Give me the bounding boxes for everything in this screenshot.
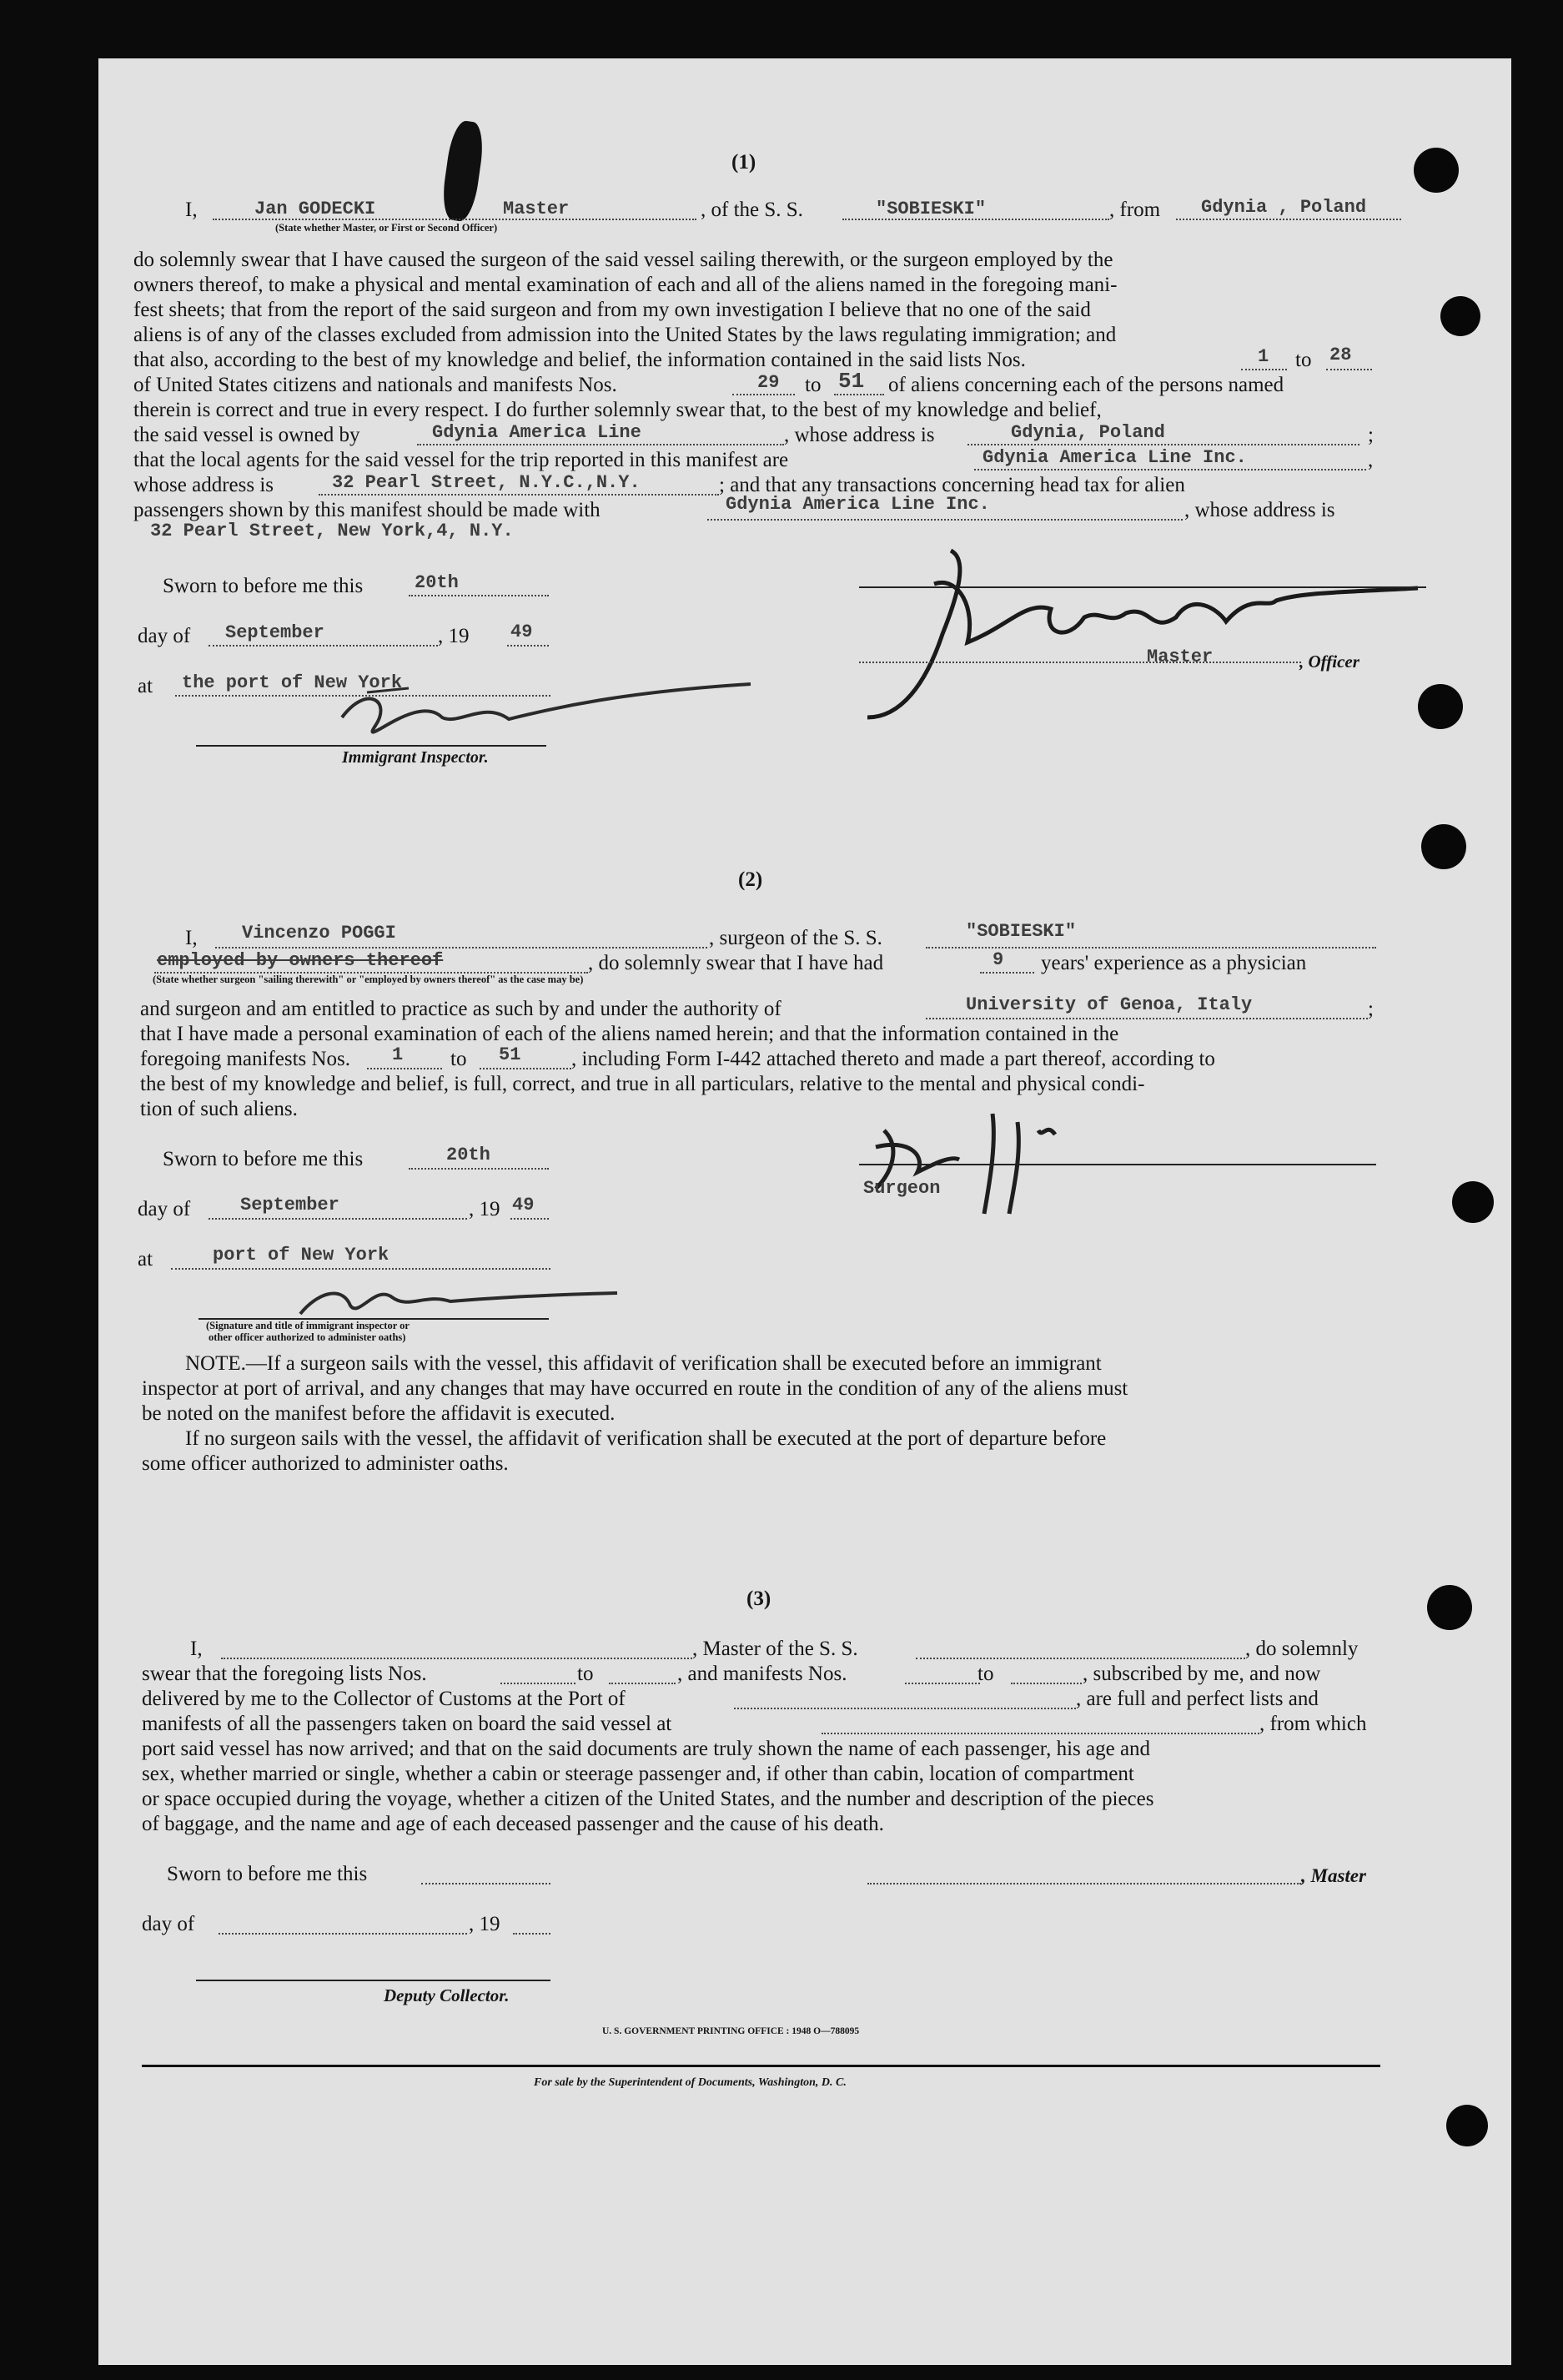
agents-address-field: 32 Pearl Street, N.Y.C.,N.Y.	[332, 472, 641, 493]
s1-month: September	[225, 622, 324, 643]
s1-line-3: fest sheets; that from the report of the said surgeon and from my own investigation I believe that no one of the said	[133, 299, 1091, 321]
s1-line-10b: ; and that any transactions concerning head tax for alien	[719, 474, 1185, 496]
s2-month: September	[240, 1195, 339, 1215]
s3-line-3a: delivered by me to the Collector of Customs at the Port of	[142, 1688, 626, 1710]
s3-line-4a: manifests of all the passengers taken on board the said vessel at	[142, 1713, 672, 1735]
sale-notice: For sale by the Superintendent of Documents, Washington, D. C.	[534, 2076, 847, 2089]
s2-line-1c: years' experience as a physician	[1041, 952, 1307, 974]
owner-address-field: Gdynia, Poland	[1011, 422, 1165, 443]
master-name-field: Jan GODECKI	[254, 199, 376, 219]
s1-line-11b: , whose address is	[1184, 499, 1335, 521]
immigrant-inspector-label: Immigrant Inspector.	[342, 748, 489, 767]
s2-line-4b: , including Form I-442 attached thereto and made a part thereof, according to	[571, 1048, 1215, 1070]
section-2-number: (2)	[738, 868, 763, 891]
s2-year-prefix: , 19	[469, 1198, 500, 1220]
s1-at: at	[138, 675, 153, 697]
s1-day-of: day of	[138, 625, 191, 647]
s1-sworn-day: 20th	[415, 572, 459, 593]
agents-field: Gdynia America Line Inc.	[983, 447, 1247, 468]
semicolon: ;	[1368, 424, 1374, 446]
s1-i: I,	[185, 199, 198, 221]
manifest-to-field: 51	[838, 369, 865, 394]
s3-master-of: , Master of the S. S.	[692, 1638, 858, 1660]
list-from-field: 1	[1258, 346, 1269, 367]
s2-line-1b: , do solemnly swear that I have had	[588, 952, 884, 974]
s2-line-6: tion of such aliens.	[140, 1098, 298, 1120]
s3-line-2a: swear that the foregoing lists Nos.	[142, 1663, 427, 1685]
officer-rank-field: Master	[1147, 647, 1214, 667]
s2-at: at	[138, 1248, 153, 1271]
s1-to-2: to	[805, 374, 822, 396]
authority-field: University of Genoa, Italy	[966, 994, 1253, 1015]
s1-line-7: therein is correct and true in every respect. I do further solemnly swear that, to the best of my knowledge and belief,	[133, 399, 1102, 421]
note-line-5: some officer authorized to administer oaths.	[142, 1452, 509, 1475]
s2-sworn-label: Sworn to before me this	[163, 1148, 364, 1170]
s1-line-11a: passengers shown by this manifest should be made with	[133, 499, 601, 521]
s2-to: to	[450, 1048, 467, 1070]
punch-hole	[1440, 296, 1480, 336]
s1-line-9: that the local agents for the said vessel for the trip reported in this manifest are	[133, 449, 789, 471]
punch-hole	[1452, 1181, 1494, 1223]
s1-line-2: owners thereof, to make a physical and mental examination of each and all of the aliens named in the foregoing mani-	[133, 274, 1118, 296]
s1-line-8b: , whose address is	[784, 424, 935, 446]
footer-rule	[142, 2065, 1380, 2067]
officer-label: , Officer	[1299, 652, 1359, 672]
s3-line-2c: , subscribed by me, and now	[1083, 1663, 1321, 1685]
semicolon: ;	[1368, 998, 1374, 1020]
s2-manifest-to: 51	[499, 1044, 521, 1065]
s1-line-6b: of aliens concerning each of the persons named	[888, 374, 1284, 396]
rank-caption: (State whether Master, or First or Second Officer)	[275, 222, 498, 234]
s3-line-5: port said vessel has now arrived; and that on the said documents are truly shown the name of each passenger, his age and	[142, 1738, 1151, 1760]
s2-i: I,	[185, 927, 198, 949]
s1-line-5: that also, according to the best of my knowledge and belief, the information contained in the said lists Nos.	[133, 349, 1026, 371]
s2-vessel-field: "SOBIESKI"	[966, 921, 1077, 942]
s2-manifest-from: 1	[392, 1044, 404, 1065]
s1-line-4: aliens is of any of the classes excluded from admission into the United States by the laws regulating immigration; and	[133, 324, 1117, 346]
punch-hole	[1427, 1585, 1472, 1630]
from-place-field: Gdynia , Poland	[1201, 197, 1367, 218]
s3-do-solemnly: , do solemnly	[1245, 1638, 1359, 1660]
s1-line-1: do solemnly swear that I have caused the surgeon of the said vessel sailing therewith, or the surgeon employed by the	[133, 249, 1113, 271]
s2-surgeon-of: , surgeon of the S. S.	[709, 927, 882, 949]
s1-year-prefix: , 19	[438, 625, 470, 647]
s3-line-2b: , and manifests Nos.	[677, 1663, 847, 1685]
punch-hole	[1421, 824, 1466, 869]
s3-line-6: sex, whether married or single, whether a cabin or steerage passenger and, if other than cabin, location of compartment	[142, 1763, 1134, 1785]
sig-caption-2: other officer authorized to administer oaths)	[209, 1331, 406, 1343]
s1-year: 49	[510, 621, 533, 642]
rank-field: Master	[503, 199, 570, 219]
s1-sworn-label: Sworn to before me this	[163, 575, 364, 597]
section-3-number: (3)	[746, 1588, 771, 1610]
master-signature	[834, 526, 1435, 734]
headtax-address-field: 32 Pearl Street, New York,4, N.Y.	[150, 521, 514, 541]
note-line-3: be noted on the manifest before the affidavit is executed.	[142, 1402, 616, 1425]
s2-line-2a: and surgeon and am entitled to practice as such by and under the authority of	[140, 998, 782, 1020]
section-1-number: (1)	[731, 151, 756, 174]
punch-hole	[1414, 148, 1459, 193]
comma: ,	[1368, 449, 1374, 471]
owner-field: Gdynia America Line	[432, 422, 641, 443]
s3-line-7: or space occupied during the voyage, whether a citizen of the United States, and the number and description of the pieces	[142, 1788, 1154, 1810]
s2-sworn-day: 20th	[446, 1145, 490, 1165]
employed-caption: (State whether surgeon "sailing therewith" or "employed by owners thereof" as the case may be)	[153, 974, 584, 985]
gpo-imprint: U. S. GOVERNMENT PRINTING OFFICE : 1948 O—788095	[602, 2026, 860, 2036]
headtax-field: Gdynia America Line Inc.	[726, 494, 990, 515]
list-to-field: 28	[1329, 345, 1352, 365]
deputy-collector-label: Deputy Collector.	[384, 1985, 510, 2005]
surgeon-signature	[859, 1097, 1076, 1222]
years-field: 9	[993, 949, 1004, 970]
s1-line-8a: the said vessel is owned by	[133, 424, 360, 446]
surgeon-name-field: Vincenzo POGGI	[242, 923, 396, 943]
employed-field: employed by owners thereof	[157, 950, 444, 971]
note-line-1: NOTE.—If a surgeon sails with the vessel, this affidavit of verification shall be executed before an immigrant	[185, 1352, 1102, 1375]
note-line-4: If no surgeon sails with the vessel, the affidavit of verification shall be executed at the port of departure before	[185, 1427, 1107, 1450]
s1-line-6a: of United States citizens and nationals and manifests Nos.	[133, 374, 617, 396]
sig-caption-1: (Signature and title of immigrant inspector or	[206, 1320, 410, 1331]
inspector-signature	[317, 667, 784, 751]
s1-of-ss: , of the S. S.	[701, 199, 803, 221]
s3-to-1: to	[577, 1663, 594, 1685]
manifest-from-field: 29	[757, 372, 780, 393]
s1-port: the port of New York	[182, 672, 403, 693]
vessel-name-field: "SOBIESKI"	[876, 199, 987, 219]
s2-line-3: that I have made a personal examination of each of the aliens named herein; and that the information contained in the	[140, 1023, 1119, 1045]
s2-port: port of New York	[213, 1245, 389, 1265]
s3-sworn-label: Sworn to before me this	[167, 1863, 368, 1885]
s3-master-label: , Master	[1301, 1865, 1366, 1886]
punch-hole	[1446, 2105, 1488, 2146]
s3-line-8: of baggage, and the name and age of each deceased passenger and the cause of his death.	[142, 1813, 884, 1835]
s1-from-label: , from	[1109, 199, 1161, 221]
surgeon-label: Surgeon	[863, 1178, 941, 1199]
s2-line-4a: foregoing manifests Nos.	[140, 1048, 351, 1070]
s3-year-prefix: , 19	[469, 1913, 500, 1935]
s2-day-of: day of	[138, 1198, 191, 1220]
s3-i: I,	[190, 1638, 203, 1660]
s3-line-4b: , from which	[1259, 1713, 1367, 1735]
s3-day-of: day of	[142, 1913, 195, 1935]
s3-to-2: to	[978, 1663, 994, 1685]
s3-line-3b: , are full and perfect lists and	[1076, 1688, 1319, 1710]
s1-line-10a: whose address is	[133, 474, 274, 496]
s1-to-1: to	[1295, 349, 1312, 371]
s2-line-5: the best of my knowledge and belief, is full, correct, and true in all particulars, relative to the mental and physical condi-	[140, 1073, 1145, 1095]
s2-year: 49	[512, 1195, 535, 1215]
note-line-2: inspector at port of arrival, and any changes that may have occurred en route in the condition of any of the aliens must	[142, 1377, 1128, 1400]
